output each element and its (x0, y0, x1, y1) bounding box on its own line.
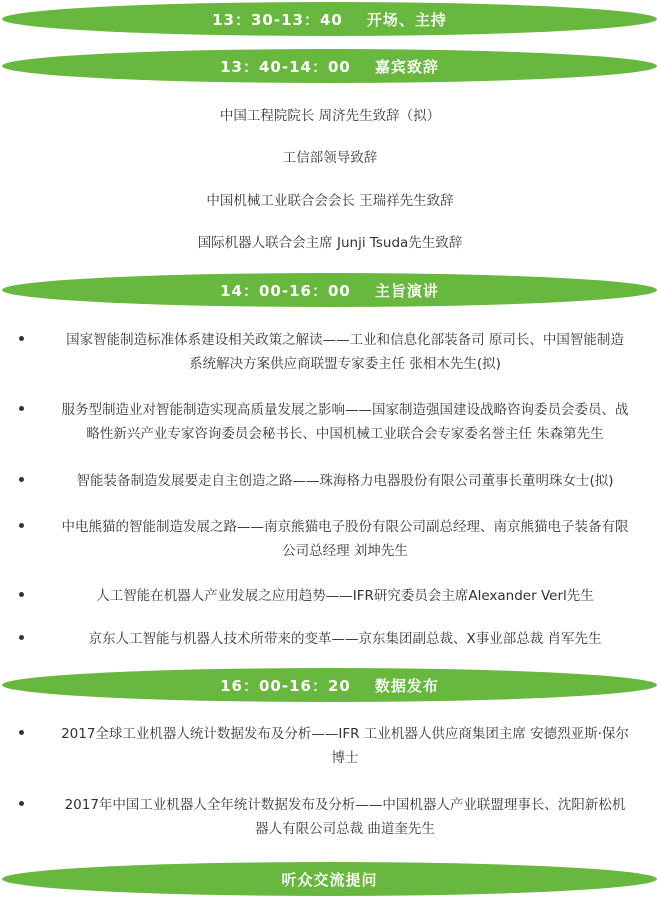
section-time: 13：40-14：00 (220, 57, 351, 76)
bullet-icon (19, 336, 24, 341)
section-banner-qa (2, 862, 657, 896)
speech-item (0, 469, 660, 517)
section-banner-greetings (2, 49, 657, 83)
speech-item (0, 515, 660, 563)
section-title: 主旨演讲 (374, 281, 439, 300)
section-title: 开场、主持 (366, 10, 447, 29)
bullet-icon (19, 477, 24, 482)
bullet-icon (19, 801, 24, 806)
greeting-item: 中国机械工业联合会会长 王瑞祥先生致辞 (206, 193, 454, 209)
bullet-icon (19, 406, 24, 411)
speech-item (0, 584, 660, 632)
section-banner-keynotes (2, 273, 657, 307)
section-time: 14：00-16：00 (220, 281, 351, 300)
greeting-item: 国际机器人联合会主席 Junji Tsuda先生致辞 (197, 235, 463, 251)
data-release-item (0, 722, 660, 770)
section-title: 数据发布 (374, 676, 439, 695)
section-banner-data-release (2, 668, 657, 702)
speech-item (0, 398, 660, 446)
bullet-icon (19, 523, 24, 528)
speech-item (0, 328, 660, 376)
section-title: 听众交流提问 (281, 870, 378, 889)
data-release-item (0, 793, 660, 841)
section-title: 嘉宾致辞 (374, 57, 439, 76)
bullet-icon (19, 592, 24, 597)
section-time: 13：30-13：40 (212, 10, 343, 29)
greeting-item: 工信部领导致辞 (282, 150, 378, 166)
speech-text: 国家智能制造标准体系建设相关政策之解读——工业和信息化部装备司 原司长、中国智能制造 系统解决方案供应商联盟专家委主任 张相木先生(拟) (66, 332, 624, 372)
section-banner-opening (2, 2, 657, 36)
data-release-text: 2017年中国工业机器人全年统计数据发布及分析——中国机器人产业联盟理事长、沈阳新松机 器人有限公司总裁 曲道奎先生 (64, 797, 626, 837)
speech-text: 人工智能在机器人产业发展之应用趋势——IFR研究委员会主席Alexander Verl先生 (96, 588, 594, 604)
speech-text: 京东人工智能与机器人技术所带来的变革——京东集团副总裁、X事业部总裁 肖军先生 (88, 631, 602, 647)
data-release-text: 2017全球工业机器人统计数据发布及分析——IFR 工业机器人供应商集团主席 安德烈亚斯·保尔 博士 (61, 726, 629, 766)
speech-text: 智能装备制造发展要走自主创造之路——珠海格力电器股份有限公司董事长董明珠女士(拟) (76, 473, 614, 489)
greeting-item: 中国工程院院长 周济先生致辞（拟） (219, 108, 441, 124)
speech-text: 服务型制造业对智能制造实现高质量发展之影响——国家制造强国建设战略咨询委员会委员、战 略性新兴产业专家咨询委员会秘书长、中国机械工业联合会专家委名誉主任 朱森第先生 (61, 402, 629, 442)
bullet-icon (19, 635, 24, 640)
bullet-icon (19, 730, 24, 735)
section-time: 16：00-16：20 (220, 676, 351, 695)
speech-text: 中电熊猫的智能制造发展之路——南京熊猫电子股份有限公司副总经理、南京熊猫电子装备有限 公司总经理 刘坤先生 (61, 519, 629, 559)
